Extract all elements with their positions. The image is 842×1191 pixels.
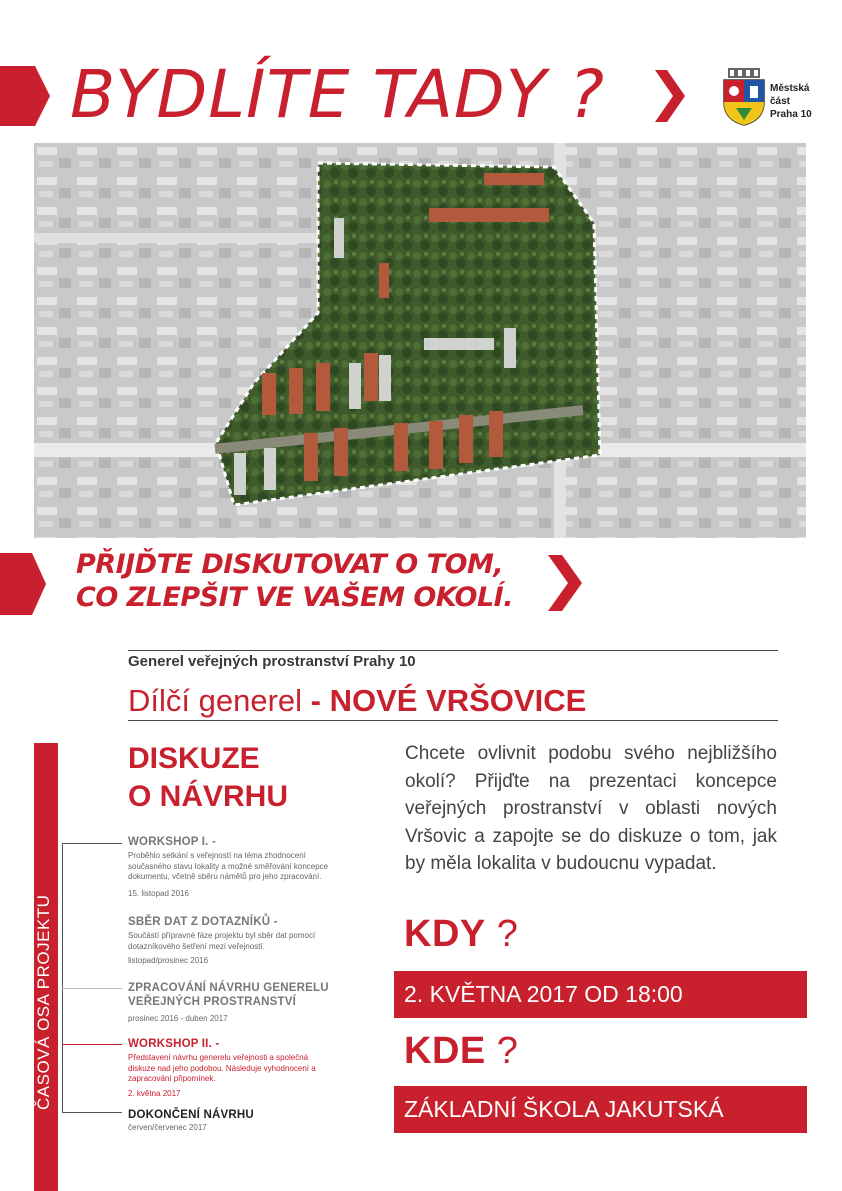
- timeline-item-date: červen/červenec 2017: [128, 1123, 207, 1132]
- generel-title-suffix: - NOVÉ VRŠOVICE: [302, 683, 587, 718]
- timeline-tick: [62, 1112, 122, 1113]
- aerial-map-image: [34, 143, 806, 538]
- tagline-chevron-right-icon: [548, 555, 582, 611]
- timeline-axis: [62, 843, 63, 1113]
- timeline-item-desc: Představení návrhu generelu veřejnosti a společná diskuze nad jeho podobou. Následuje vyhodnocení a zapracování připomínek.: [128, 1053, 316, 1083]
- timeline-item-workshop-2: [128, 1037, 333, 1098]
- timeline-item-desc: Součástí přípravné fáze projektu byl sběr dat pomocí dotazníkového šetření mezi veřejností.: [128, 931, 316, 951]
- timeline-item-workshop-1: [128, 835, 333, 898]
- divider-bottom: [128, 720, 778, 721]
- generel-subtitle: Generel veřejných prostranství Prahy 10: [128, 653, 416, 670]
- logo-label: [770, 82, 812, 121]
- where-question-mark: ?: [485, 1030, 519, 1072]
- page-title: BYDLÍTE TADY ?: [70, 56, 606, 133]
- where-heading: [404, 1030, 518, 1073]
- when-question-mark: ?: [485, 913, 519, 955]
- where-label: KDE: [404, 1030, 486, 1072]
- when-heading: [404, 913, 518, 956]
- where-value: ZÁKLADNÍ ŠKOLA JAKUTSKÁ: [404, 1096, 724, 1122]
- timeline-tick: [62, 1044, 122, 1045]
- timeline-item-head: SBĚR DAT Z DOTAZNÍKŮ -: [128, 916, 278, 928]
- timeline-item-data-collection: [128, 915, 333, 965]
- when-value-box: [394, 971, 807, 1018]
- intro-text: Chcete ovlivnit podobu svého nejbližšího okolí? Přijďte na prezentaci koncepce veřejných prostranství v oblasti nových Vršovic a zapojte se do diskuze o tom, jak by měla lokalita v budoucnu vypadat.: [405, 743, 777, 874]
- timeline-item-head: WORKSHOP II. -: [128, 1038, 220, 1050]
- discussion-heading-line-1: DISKUZE: [128, 742, 260, 775]
- generel-title-prefix: Dílčí generel: [128, 683, 303, 718]
- where-value-box: [394, 1086, 807, 1133]
- timeline-item-date: 2. května 2017: [128, 1088, 181, 1098]
- when-value: 2. KVĚTNA 2017 OD 18:00: [404, 981, 683, 1007]
- header-arrow-left-icon: [0, 66, 50, 126]
- tagline-line-1: PŘIJĎTE DISKUTOVAT O TOM,: [76, 549, 504, 580]
- timeline-item-date: 15. listopad 2016: [128, 888, 189, 898]
- logo-line-2: část: [770, 96, 791, 107]
- timeline-item-head: WORKSHOP I. -: [128, 836, 217, 848]
- timeline-tick: [62, 988, 122, 989]
- timeline-item-completion: [128, 1108, 333, 1132]
- tagline-arrow-left-icon: [0, 553, 46, 615]
- timeline-vertical-label: ČASOVÁ OSA PROJEKTU: [34, 894, 53, 1110]
- generel-title: [128, 683, 586, 719]
- praha10-coat-of-arms-icon: [722, 68, 766, 126]
- divider-top: [128, 650, 778, 651]
- when-label: KDY: [404, 913, 486, 955]
- logo-line-1: Městská: [770, 83, 810, 94]
- discussion-heading-line-2: O NÁVRHU: [128, 780, 289, 813]
- discussion-heading: [128, 740, 288, 816]
- timeline-item-date: listopad/prosinec 2016: [128, 956, 209, 965]
- tagline-line-2: CO ZLEPŠIT VE VAŠEM OKOLÍ.: [76, 582, 513, 613]
- timeline-tick: [62, 843, 122, 844]
- timeline-item-desc: Proběhlo setkání s veřejností na téma zhodnocení současného stavu lokality a možné směřování koncepce dokumentu, včetně sběru námětů pro jeho zpracování.: [128, 851, 329, 881]
- tagline: [76, 548, 513, 614]
- timeline-item-processing: [128, 981, 333, 1023]
- timeline-item-head: ZPRACOVÁNÍ NÁVRHU GENERELU VEŘEJNÝCH PROSTRANSTVÍ: [128, 982, 329, 1008]
- timeline-item-date: prosinec 2016 - duben 2017: [128, 1014, 228, 1023]
- header-chevron-right-icon: [655, 70, 685, 122]
- timeline-item-head: DOKONČENÍ NÁVRHU: [128, 1109, 254, 1121]
- logo-line-3: Praha 10: [770, 109, 812, 120]
